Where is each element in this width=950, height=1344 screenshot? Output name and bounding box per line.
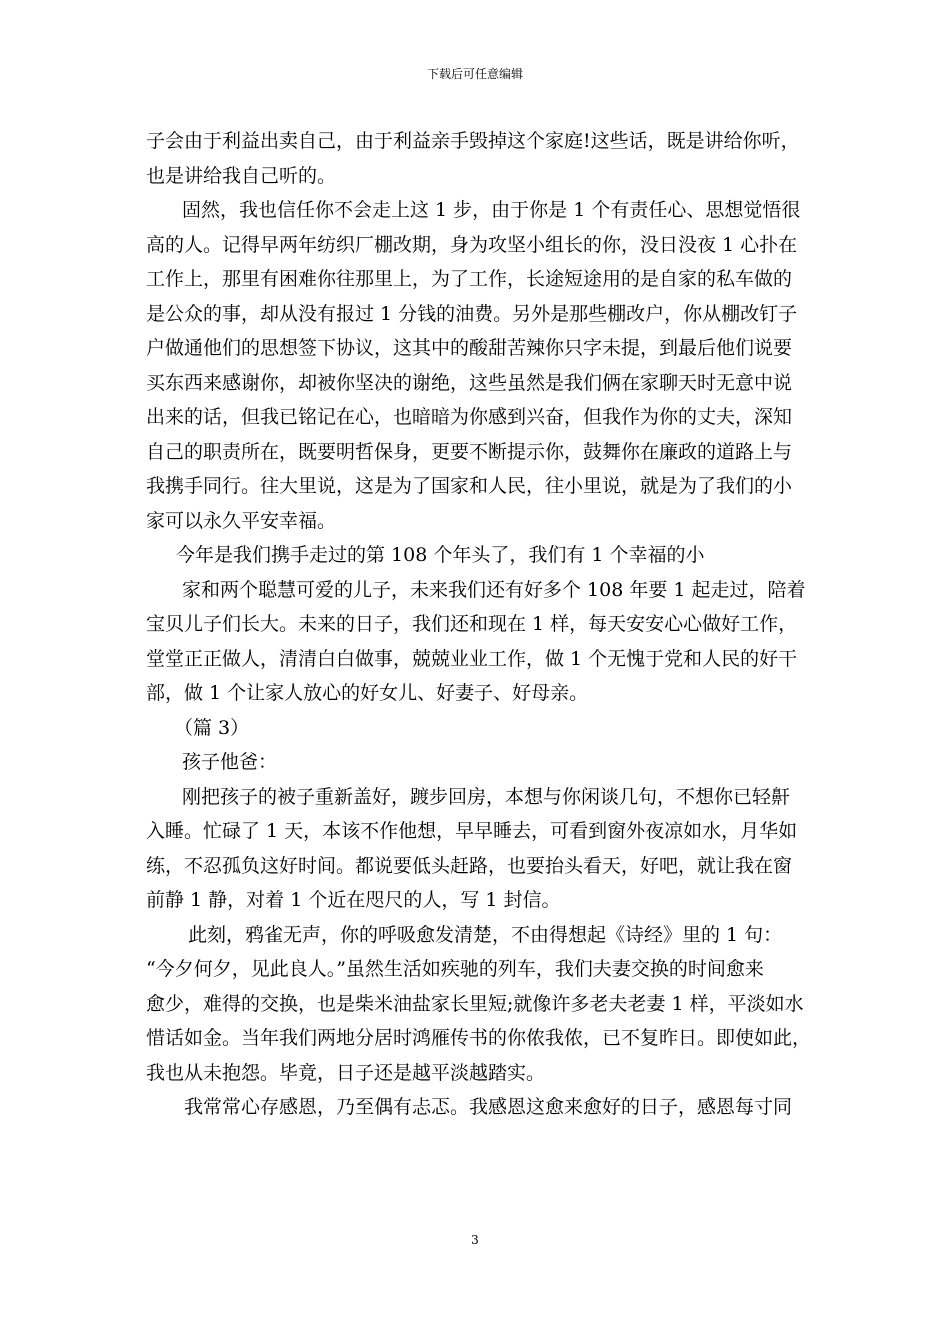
text-line: 我携手同行。往大里说，这是为了国家和人民，往小里说，就是为了我们的小 xyxy=(146,475,793,497)
text-line: 刚把孩子的被子重新盖好，踱步回房，本想与你闲谈几句，不想你已轻鼾 xyxy=(182,785,791,808)
document-body xyxy=(146,124,816,1125)
text-line: 我也从未抱怨。毕竟，日子还是越平淡越踏实。 xyxy=(146,1061,546,1084)
text-line: 固然，我也信任你不会走上这 1 步，由于你是 1 个有责任心、思想觉悟很 xyxy=(182,199,801,221)
text-line: 子会由于利益出卖自己，由于利益亲手毁掉这个家庭!这些话，既是讲给你听， xyxy=(146,130,800,152)
text-line: 家可以永久平安幸福。 xyxy=(146,509,337,532)
text-line: 愈少，难得的交换，也是柴米油盐家长里短;就像许多老夫老妻 1 样，平淡如水 xyxy=(146,992,804,1015)
page-footer xyxy=(0,1232,950,1248)
text-line: 自己的职责所在，既要明哲保身，更要不断提示你，鼓舞你在廉政的道路上与 xyxy=(146,440,793,463)
page-header xyxy=(0,66,950,82)
text-line: 前静 1 静，对着 1 个近在咫尺的人，写 1 封信。 xyxy=(146,889,561,911)
text-line: 是公众的事，却从没有报过 1 分钱的油费。另外是那些棚改户，你从棚改钉子 xyxy=(146,302,798,325)
text-line: 孩子他爸： xyxy=(182,751,278,773)
header-text: 下载后可任意编辑 xyxy=(426,67,523,81)
text-line: 户做通他们的思想签下协议，这其中的酸甜苦辣你只字未提，到最后他们说要 xyxy=(146,337,793,359)
page-number: 3 xyxy=(471,1233,479,1247)
text-line: 出来的话，但我已铭记在心，也暗暗为你感到兴奋，但我作为你的丈夫，深知 xyxy=(146,406,793,428)
text-line: 今年是我们携手走过的第 108 个年头了，我们有 1 个幸福的小 xyxy=(176,544,705,566)
text-line: “今夕何夕，见此良人。”虽然生活如疾驰的列车，我们夫妻交换的时间愈来 xyxy=(146,958,764,980)
text-line: （篇 3） xyxy=(174,716,250,739)
text-line: 家和两个聪慧可爱的儿子，未来我们还有好多个 108 年要 1 起走过，陪着 xyxy=(182,578,806,601)
text-line: 宝贝儿子们长大。未来的日子，我们还和现在 1 样，每天安安心心做好工作， xyxy=(146,613,798,635)
text-line: 堂堂正正做人，清清白白做事，兢兢业业工作，做 1 个无愧于党和人民的好干 xyxy=(146,647,798,670)
text-line: 惜话如金。当年我们两地分居时鸿雁传书的你侬我侬，已不复昨日。即使如此， xyxy=(146,1027,812,1049)
text-line: 此刻，鸦雀无声，你的呼吸愈发清楚，不由得想起《诗经》里的 1 句： xyxy=(188,923,783,946)
text-line: 入睡。忙碌了 1 天，本该不作他想，早早睡去，可看到窗外夜凉如水，月华如 xyxy=(146,820,798,842)
text-line: 也是讲给我自己听的。 xyxy=(146,164,337,187)
text-line: 工作上，那里有困难你往那里上，为了工作，长途短途用的是自家的私车做的 xyxy=(146,268,793,290)
text-line: 练，不忍孤负这好时间。都说要低头赶路，也要抬头看天，好吧，就让我在窗 xyxy=(146,854,793,877)
text-line: 我常常心存感恩，乃至偶有忐忑。我感恩这愈来愈好的日子，感恩每寸同 xyxy=(184,1096,793,1118)
text-line: 部，做 1 个让家人放心的好女儿、好妻子、好母亲。 xyxy=(146,682,589,704)
text-line: 高的人。记得早两年纺织厂棚改期，身为攻坚小组长的你，没日没夜 1 心扑在 xyxy=(146,233,798,256)
text-line: 买东西来感谢你，却被你坚决的谢绝，这些虽然是我们俩在家聊天时无意中说 xyxy=(146,371,793,394)
